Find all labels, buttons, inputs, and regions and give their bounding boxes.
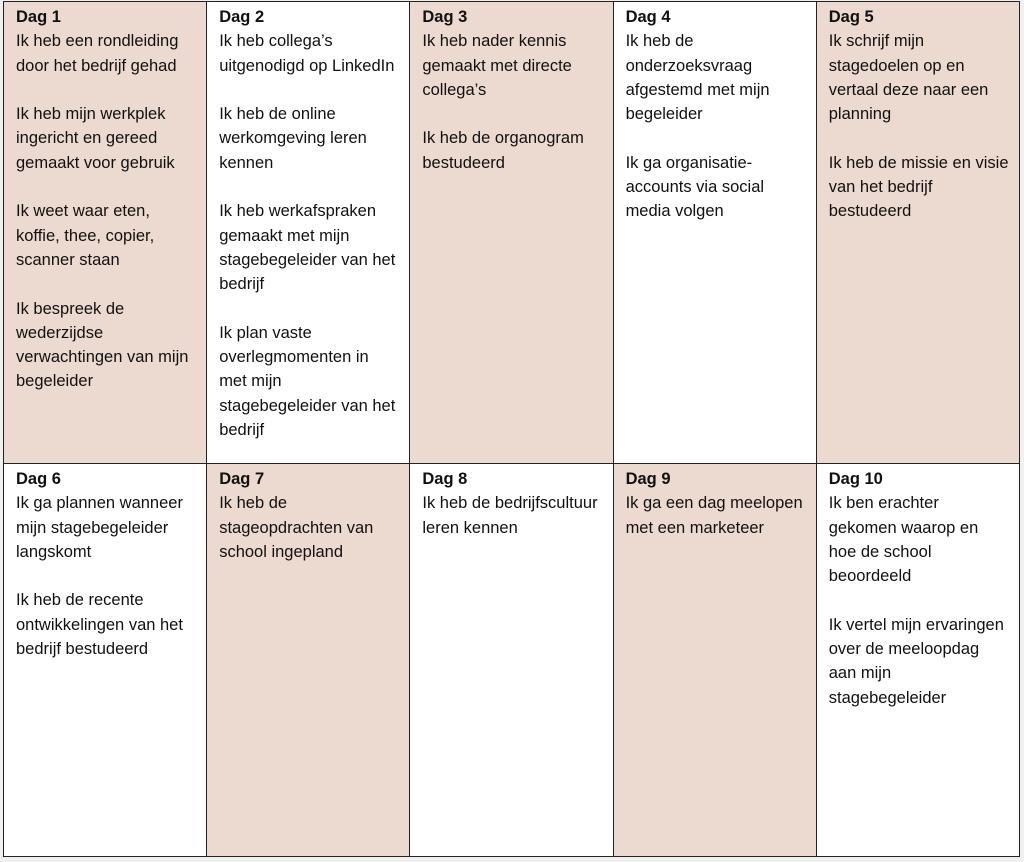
day-tasks: Ik heb de onderzoeksvraag afgestemd met mijn begeleider Ik ga organisatie-accounts via social media volgen <box>625 32 770 221</box>
day-tasks: Ik heb collega’s uitgenodigd op LinkedIn Ik heb de online werkomgeving leren kennen Ik heb werkafspraken gemaakt met mijn stagebegeleider van het bedrijf Ik plan vaste overlegmomenten in met mijn stagebegeleider van het bedrijf <box>219 32 396 440</box>
day-title: Dag 6 <box>16 470 61 488</box>
day-title: Dag 1 <box>16 8 61 26</box>
day-title: Dag 7 <box>219 470 265 488</box>
week-row-1 <box>4 2 1020 464</box>
internship-schedule-table <box>3 1 1020 857</box>
day-title: Dag 10 <box>828 470 883 488</box>
day-title: Dag 2 <box>219 8 265 26</box>
day-tasks: Ik ga plannen wanneer mijn stagebegeleider langskomt Ik heb de recente ontwikkelingen van het bedrijf bestudeerd <box>16 494 183 659</box>
day-tasks: Ik heb de stageopdrachten van school ingepland <box>219 494 374 561</box>
day-cell-1 <box>4 2 207 464</box>
day-cell-6 <box>4 464 207 857</box>
day-cell-7 <box>207 464 410 857</box>
day-title: Dag 8 <box>422 470 468 488</box>
day-title: Dag 3 <box>422 8 468 26</box>
day-cell-8 <box>410 464 613 857</box>
day-cell-9 <box>613 464 816 857</box>
day-cell-10 <box>816 464 1019 857</box>
day-tasks: Ik ben erachter gekomen waarop en hoe de school beoordeeld Ik vertel mijn ervaringen over de meeloopdag aan mijn stagebegeleider <box>828 494 1004 707</box>
day-cell-2 <box>207 2 410 464</box>
day-tasks: Ik ga een dag meelopen met een marketeer <box>625 494 803 537</box>
week-row-2 <box>4 464 1020 857</box>
day-tasks: Ik heb de bedrijfscultuur leren kennen <box>422 494 598 537</box>
day-cell-3 <box>410 2 613 464</box>
day-cell-4 <box>613 2 816 464</box>
day-title: Dag 4 <box>625 8 671 26</box>
day-title: Dag 9 <box>625 470 671 488</box>
day-tasks: Ik schrijf mijn stagedoelen op en vertaal deze naar een planning Ik heb de missie en visie van het bedrijf bestudeerd <box>828 32 1009 221</box>
day-tasks: Ik heb nader kennis gemaakt met directe collega’s Ik heb de organogram bestudeerd <box>422 32 584 172</box>
day-cell-5 <box>816 2 1019 464</box>
day-title: Dag 5 <box>828 8 874 26</box>
day-tasks: Ik heb een rondleiding door het bedrijf gehad Ik heb mijn werkplek ingericht en gereed gemaakt voor gebruik Ik weet waar eten, koffie, thee, copier, scanner staan Ik bespreek de wederzijdse verwachtingen van mijn begeleider <box>16 32 189 391</box>
